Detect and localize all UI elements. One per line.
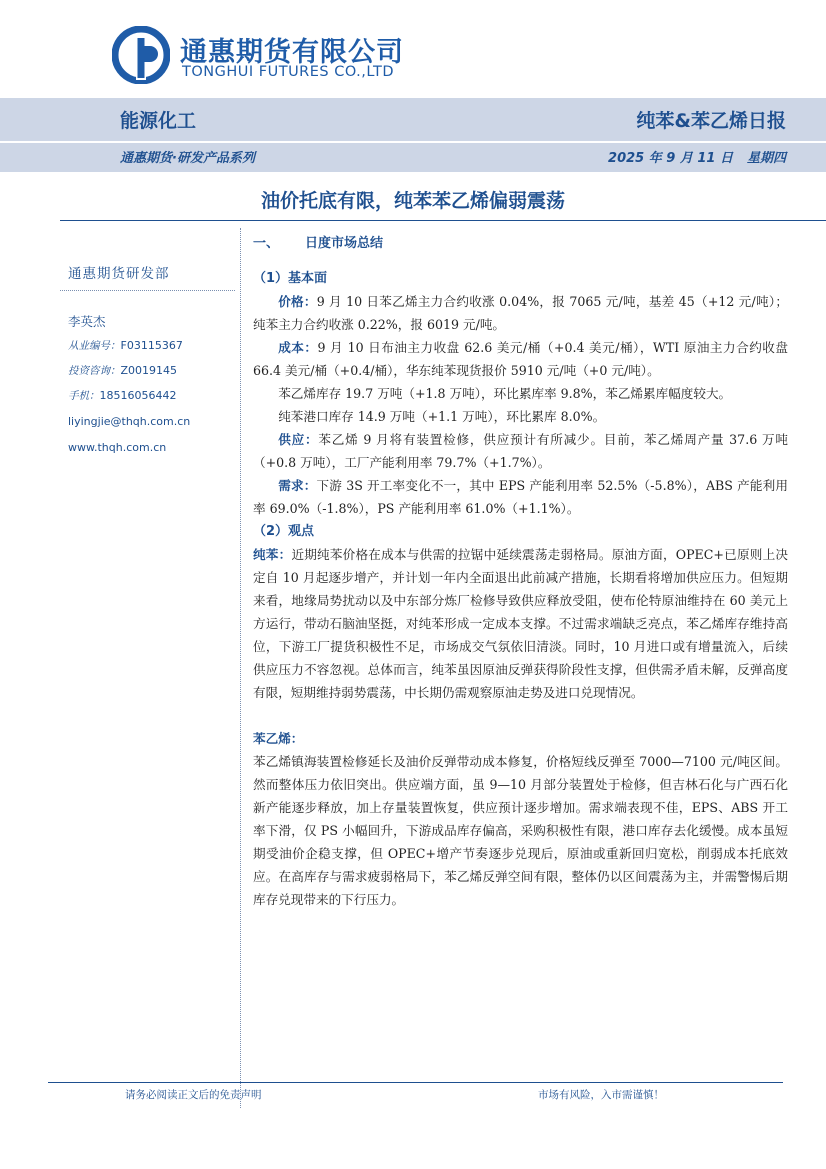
company-website[interactable]: www.thqh.com.cn xyxy=(68,441,167,454)
consult-value: Z0019145 xyxy=(120,364,178,377)
footer-divider xyxy=(48,1082,783,1083)
section-number: 一、 xyxy=(253,236,280,251)
phone-label: 手机： xyxy=(68,390,100,402)
footer-risk-notice: 市场有风险，入市需谨慎！ xyxy=(538,1089,664,1101)
author-email[interactable]: liyingjie@thqh.com.cn xyxy=(68,415,191,428)
paragraph-gap xyxy=(253,704,788,727)
report-type: 纯苯&苯乙烯日报 xyxy=(636,110,786,132)
report-weekday: 星期四 xyxy=(746,151,786,166)
sidebar xyxy=(60,228,241,1108)
footer-disclaimer: 请务必阅读正文后的免责声明 xyxy=(125,1089,262,1101)
price-paragraph xyxy=(253,290,788,336)
author-name: 李英杰 xyxy=(68,314,106,329)
consult-label: 投资咨询： xyxy=(68,365,121,377)
part1-heading: （1）基本面 xyxy=(253,271,328,286)
company-name-en: TONGHUI FUTURES CO.,LTD xyxy=(182,64,395,80)
cost-label: 成本： xyxy=(278,340,318,355)
styrene-stock-paragraph: 苯乙烯库存 19.7 万吨（+1.8 万吨），环比累库率 9.8%，苯乙烯累库幅度较大。 xyxy=(278,386,732,401)
header-divider xyxy=(0,141,826,143)
section-title: 日度市场总结 xyxy=(305,236,384,251)
report-date-line xyxy=(608,147,786,166)
supply-paragraph xyxy=(253,428,788,474)
practice-value: F03115367 xyxy=(120,339,183,352)
demand-text: 下游 3S 开工率变化不一，其中 EPS 产能利用率 52.5%（-5.8%），ABS 产能利用率 69.0%（-1.8%），PS 产能利用率 61.0%（+1.1%）。 xyxy=(253,478,789,516)
price-label: 价格： xyxy=(278,294,317,309)
company-name-cn: 通惠期货有限公司 xyxy=(180,37,404,68)
demand-label: 需求： xyxy=(278,478,317,493)
consult-number xyxy=(68,363,177,378)
report-date: 2025 年 9 月 11 日 xyxy=(608,151,733,166)
benzene-view-label: 纯苯： xyxy=(253,547,292,562)
title-divider xyxy=(60,220,826,221)
department-name: 通惠期货研发部 xyxy=(68,266,170,282)
demand-paragraph xyxy=(253,474,788,520)
cost-paragraph xyxy=(253,336,788,382)
styrene-view-label: 苯乙烯： xyxy=(253,731,304,746)
phone-value: 18516056442 xyxy=(99,389,177,402)
styrene-view-paragraph: 苯乙烯镇海装置检修延长及油价反弹带动成本修复，价格短线反弹至 7000—7100 元/吨区间。然而整体压力依旧突出。供应端方面，虽 9—10 月部分装置处于检修，但吉林石化与广西石化新产能逐步释放，加上存量装置恢复，供应预计逐步增加。需求端表现不佳，EPS、ABS 开工率下滑，仅 PS 小幅回升，下游成品库存偏高，采购积极性有限，港口库存去化缓慢。成本虽短期受油价企稳支撑，但 OPEC+增产节奏逐步兑现后，原油或重新回归宽松，削弱成本托底效应。在高库存与需求疲弱格局下，苯乙烯反弹空间有限，整体仍以区间震荡为主，并需警惕后期库存兑现带来的下行压力。 xyxy=(253,754,788,907)
report-series: 通惠期货·研发产品系列 xyxy=(120,151,255,166)
report-category: 能源化工 xyxy=(120,110,197,132)
section-heading xyxy=(253,232,788,255)
practice-label: 从业编号： xyxy=(68,340,121,352)
part2-heading: （2）观点 xyxy=(253,524,315,539)
benzene-view-text: 近期纯苯价格在成本与供需的拉锯中延续震荡走弱格局。原油方面，OPEC+已原则上决定自 10 月起逐步增产，并计划一年内全面退出此前减产措施，长期看将增加供应压力。但短期来看，地缘局势扰动以及中东部分炼厂检修导致供应释放受阻，使布伦特原油维持在 60 美元上方运行，带动石脑油坚挺，对纯苯形成一定成本支撑。不过需求端缺乏亮点，苯乙烯库存维持高位，下游工厂提货积极性不足，市场成交气氛依旧清淡。同时，10 月进口或有增量流入，后续供应压力不容忽视。总体而言，纯苯虽因原油反弹获得阶段性支撑，但供需矛盾未解，反弹高度有限，短期维持弱势震荡，中长期仍需观察原油走势及进口兑现情况。 xyxy=(253,547,788,700)
phone-number xyxy=(68,388,176,403)
main-content xyxy=(253,232,788,911)
practice-number xyxy=(68,338,183,353)
price-text: 9 月 10 日苯乙烯主力合约收涨 0.04%，报 7065 元/吨，基差 45（+12 元/吨）；纯苯主力合约收涨 0.22%，报 6019 元/吨。 xyxy=(253,294,789,332)
sidebar-divider xyxy=(60,290,235,291)
company-logo-icon xyxy=(112,26,170,84)
cost-text: 9 月 10 日布油主力收盘 62.6 美元/桶（+0.4 美元/桶），WTI 原油主力合约收盘 66.4 美元/桶（+0.4/桶），华东纯苯现货报价 5910 元/吨（+0 元/吨）。 xyxy=(253,340,788,378)
benzene-view-paragraph xyxy=(253,543,788,704)
benzene-stock-paragraph: 纯苯港口库存 14.9 万吨（+1.1 万吨），环比累库 8.0%。 xyxy=(278,409,606,424)
supply-label: 供应： xyxy=(278,432,319,447)
page-title: 油价托底有限，纯苯苯乙烯偏弱震荡 xyxy=(260,190,565,212)
supply-text: 苯乙烯 9 月将有装置检修，供应预计有所减少。目前，苯乙烯周产量 37.6 万吨（+0.8 万吨），工厂产能利用率 79.7%（+1.7%）。 xyxy=(253,432,788,470)
